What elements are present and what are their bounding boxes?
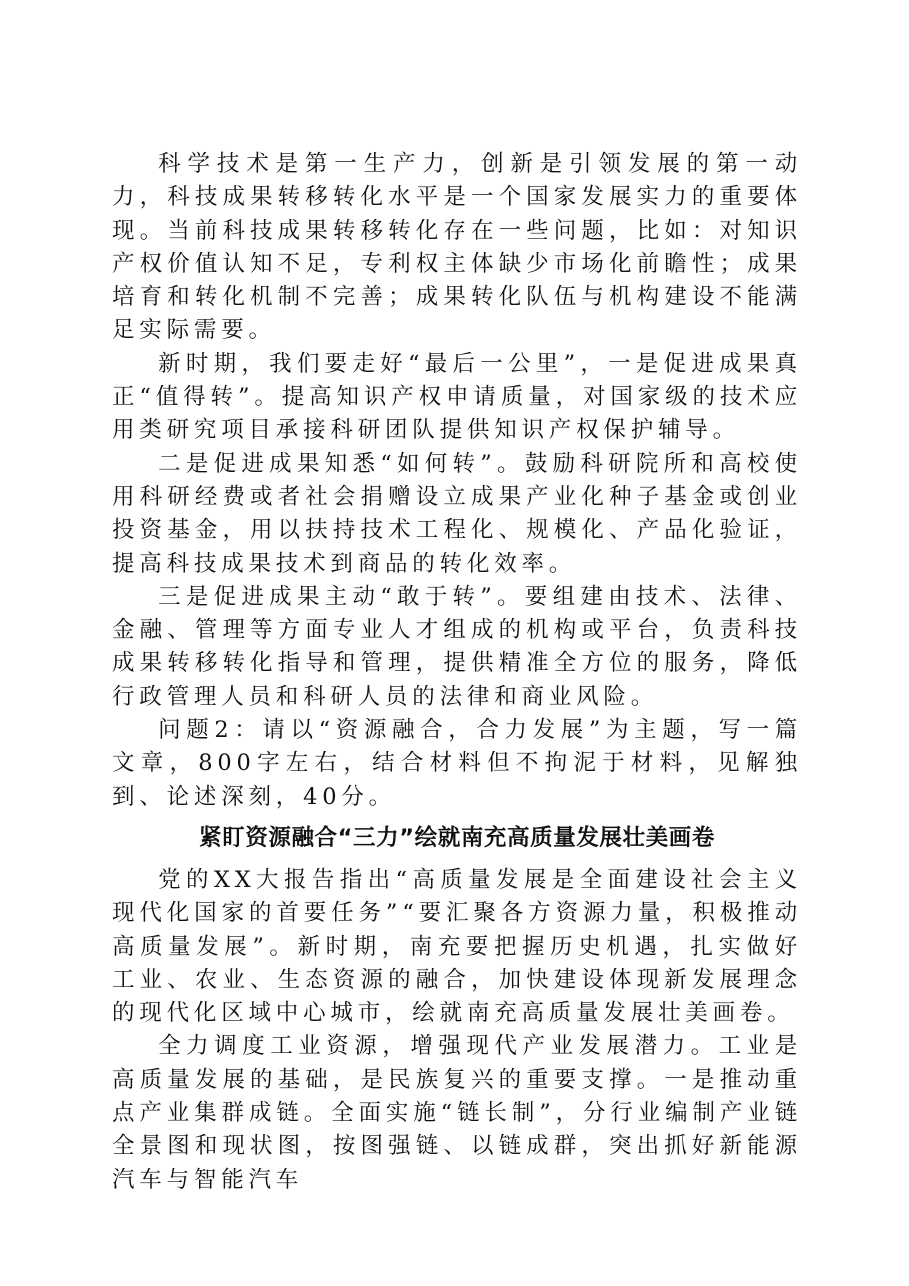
- paragraph-article-intro: 党的XX大报告指出“高质量发展是全面建设社会主义现代化国家的首要任务”“要汇聚各方资源力量，积极推动高质量发展”。新时期，南充要把握历史机遇，扎实做好工业、农业、生态资源的融合，加快建设体现新发展理念的现代化区域中心城市，绘就南充高质量发展壮美画卷。: [112, 866, 802, 1027]
- article-title: 紧盯资源融合“三力”绘就南充高质量发展壮美画卷: [199, 824, 715, 851]
- paragraph-point-three: 三是促进成果主动“敢于转”。要组建由技术、法律、金融、管理等方面专业人才组成的机构或平台，负责科技成果转移转化指导和管理，提供精准全方位的服务，降低行政管理人员和科研人员的法律和商业风险。: [112, 583, 802, 710]
- paragraph-point-one: 新时期，我们要走好“最后一公里”，一是促进成果真正“值得转”。提高知识产权申请质量，对国家级的技术应用类研究项目承接科研团队提供知识产权保护辅导。: [112, 350, 802, 444]
- paragraph-question-two: 问题2：请以“资源融合，合力发展”为主题，写一篇文章，800字左右，结合材料但不拘泥于材料，见解独到、论述深刻，40分。: [112, 717, 802, 810]
- paragraph-point-two: 二是促进成果知悉“如何转”。鼓励科研院所和高校使用科研经费或者社会捐赠设立成果产业化种子基金或创业投资基金，用以扶持技术工程化、规模化、产品化验证，提高科技成果技术到商品的转化效率。: [112, 450, 802, 577]
- document-page: [112, 148, 802, 1197]
- paragraph-industrial-resources: 全力调度工业资源，增强现代产业发展潜力。工业是高质量发展的基础，是民族复兴的重要支撑。一是推动重点产业集群成链。全面实施“链长制”，分行业编制产业链全景图和现状图，按图强链、以链成群，突出抓好新能源汽车与智能汽车: [112, 1033, 802, 1193]
- paragraph-tech-transfer-intro: 科学技术是第一生产力，创新是引领发展的第一动力，科技成果转移转化水平是一个国家发展实力的重要体现。当前科技成果转移转化存在一些问题，比如：对知识产权价值认知不足，专利权主体缺少市场化前瞻性；成果培育和转化机制不完善；成果转化队伍与机构建设不能满足实际需要。: [112, 151, 802, 344]
